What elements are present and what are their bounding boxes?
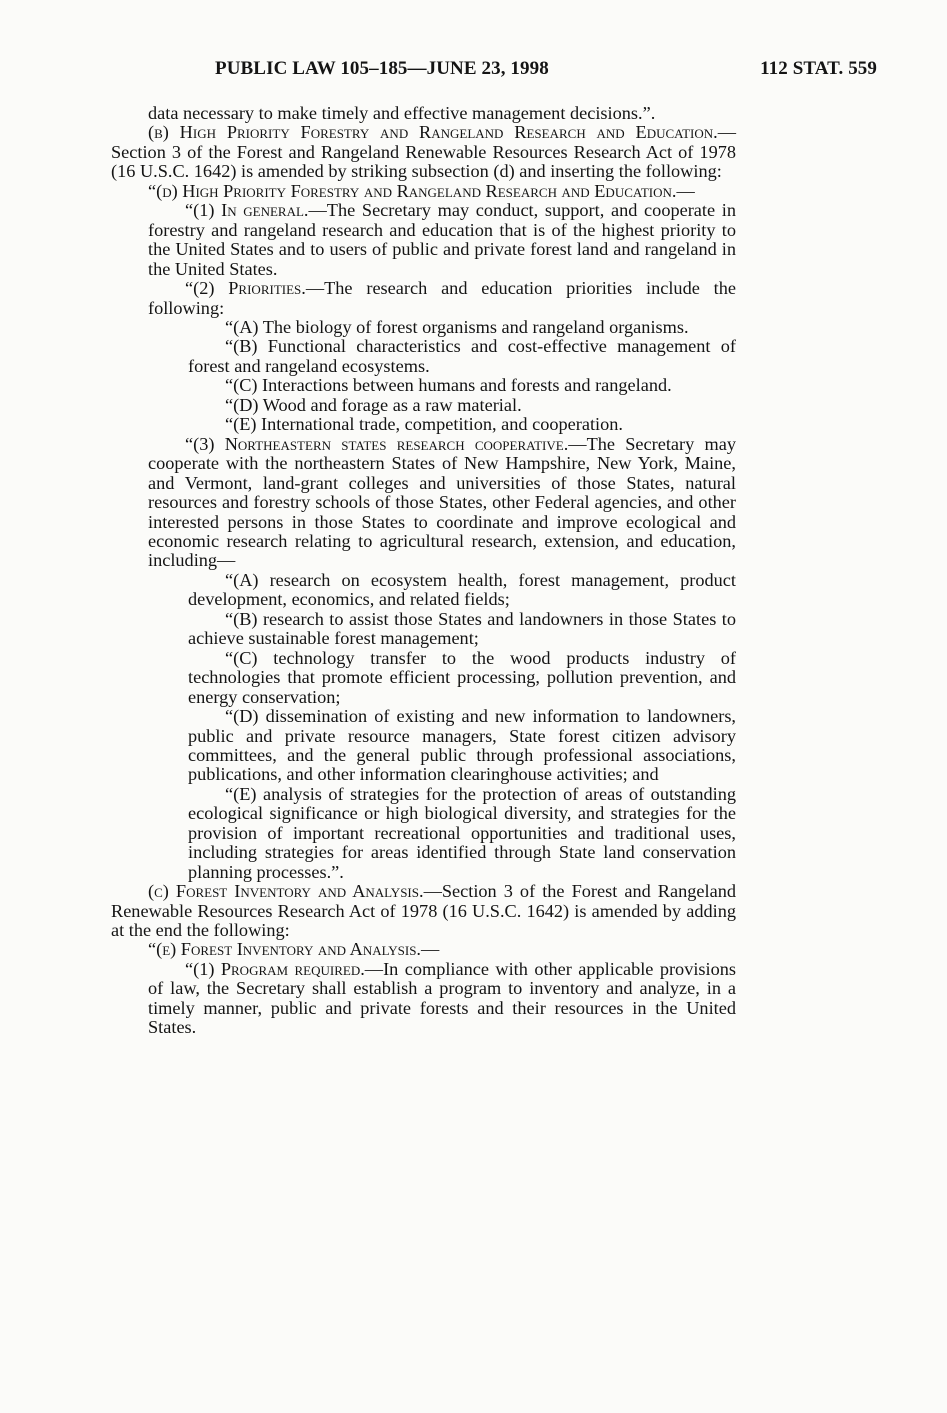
paragraph-text: —Section 3 of the Forest and Rangeland Renewable Resources Research Act of 1978 (16 U.S.C. 1642) is amended by striking subsection (d) and inserting the following: [111,122,736,182]
paragraph-heading: “(1) In general. [185,200,309,221]
running-header [0,58,947,86]
paragraph [111,182,736,201]
paragraph [111,279,736,318]
paragraph [111,201,736,279]
paragraph [111,571,736,610]
paragraph-text: — [676,180,695,201]
document-body [111,104,736,1038]
paragraph-text: “(C) Interactions between humans and forests and rangeland. [225,375,672,396]
paragraph-text: “(E) International trade, competition, and cooperation. [225,414,623,435]
paragraph [111,104,736,123]
header-title: PUBLIC LAW 105–185—JUNE 23, 1998 [215,58,549,79]
paragraph-heading: “(1) Program required. [185,958,365,979]
paragraph-heading: (c) Forest Inventory and Analysis. [148,881,424,902]
paragraph-heading: “(3) Northeastern states research cooperative. [185,433,569,454]
paragraph-text: —The research and education priorities include the following: [148,278,736,318]
paragraph-text: “(A) research on ecosystem health, forest management, product development, economics, and related fields; [188,569,736,610]
paragraph [111,123,736,181]
paragraph-heading: (b) High Priority Forestry and Rangeland Research and Education. [148,122,718,143]
paragraph [111,337,736,376]
paragraph-text: data necessary to make timely and effective management decisions.”. [148,103,656,123]
paragraph [111,396,736,415]
paragraph-text: “(C) technology transfer to the wood products industry of technologies that promote efficient processing, pollution prevention, and energy conservation; [188,647,736,707]
paragraph-text: “(A) The biology of forest organisms and rangeland organisms. [225,316,689,337]
paragraph-text: — [421,939,440,960]
paragraph-heading: “(e) Forest Inventory and Analysis. [148,939,422,960]
paragraph [111,610,736,649]
paragraph-text: —In compliance with other applicable provisions of law, the Secretary shall establish a program to inventory and analyze, in a timely manner, public and private forests and their resources in the United States. [148,958,737,1038]
paragraph [111,707,736,785]
paragraph [111,435,736,571]
paragraph-text: “(D) Wood and forage as a raw material. [225,394,522,415]
paragraph [111,785,736,882]
paragraph-heading: “(d) High Priority Forestry and Rangeland Research and Education. [148,180,677,201]
paragraph [111,960,736,1038]
paragraph [111,882,736,940]
paragraph [111,376,736,395]
paragraph-text: “(B) research to assist those States and landowners in those States to achieve sustainable forest management; [188,608,736,649]
paragraph [111,415,736,434]
paragraph-heading: “(2) Priorities. [185,278,306,299]
paragraph-text: “(E) analysis of strategies for the protection of areas of outstanding ecological significance or high biological diversity, and strategies for the provision of important recreational opportunities and traditional uses, including strategies for areas identified through State land conservation planning processes.”. [188,783,736,882]
header-page-number: 112 STAT. 559 [760,58,877,79]
paragraph [111,318,736,337]
paragraph [111,940,736,959]
paragraph [111,649,736,707]
paragraph-text: “(D) dissemination of existing and new information to landowners, public and private resource managers, State forest citizen advisory committees, and the general public through professional associations, publications, and other information clearinghouse activities; and [188,706,736,785]
paragraph-text: “(B) Functional characteristics and cost-effective management of forest and rangeland ecosystems. [188,336,736,376]
paragraph-text: —Section 3 of the Forest and Rangeland Renewable Resources Research Act of 1978 (16 U.S.C. 1642) is amended by adding at the end the following: [111,881,736,941]
paragraph-text: —The Secretary may conduct, support, and cooperate in forestry and rangeland research and education that is of the highest priority to the United States and to users of public and private forest land and rangeland in the United States. [148,200,737,279]
paragraph-text: —The Secretary may cooperate with the northeastern States of New Hampshire, New York, Maine, and Vermont, land-grant colleges and universities of those States, natural resources and forestry schools of those States, other Federal agencies, and other interested persons in those States to coordinate and improve ecological and economic research relating to agricultural research, extension, and education, including— [148,433,736,571]
